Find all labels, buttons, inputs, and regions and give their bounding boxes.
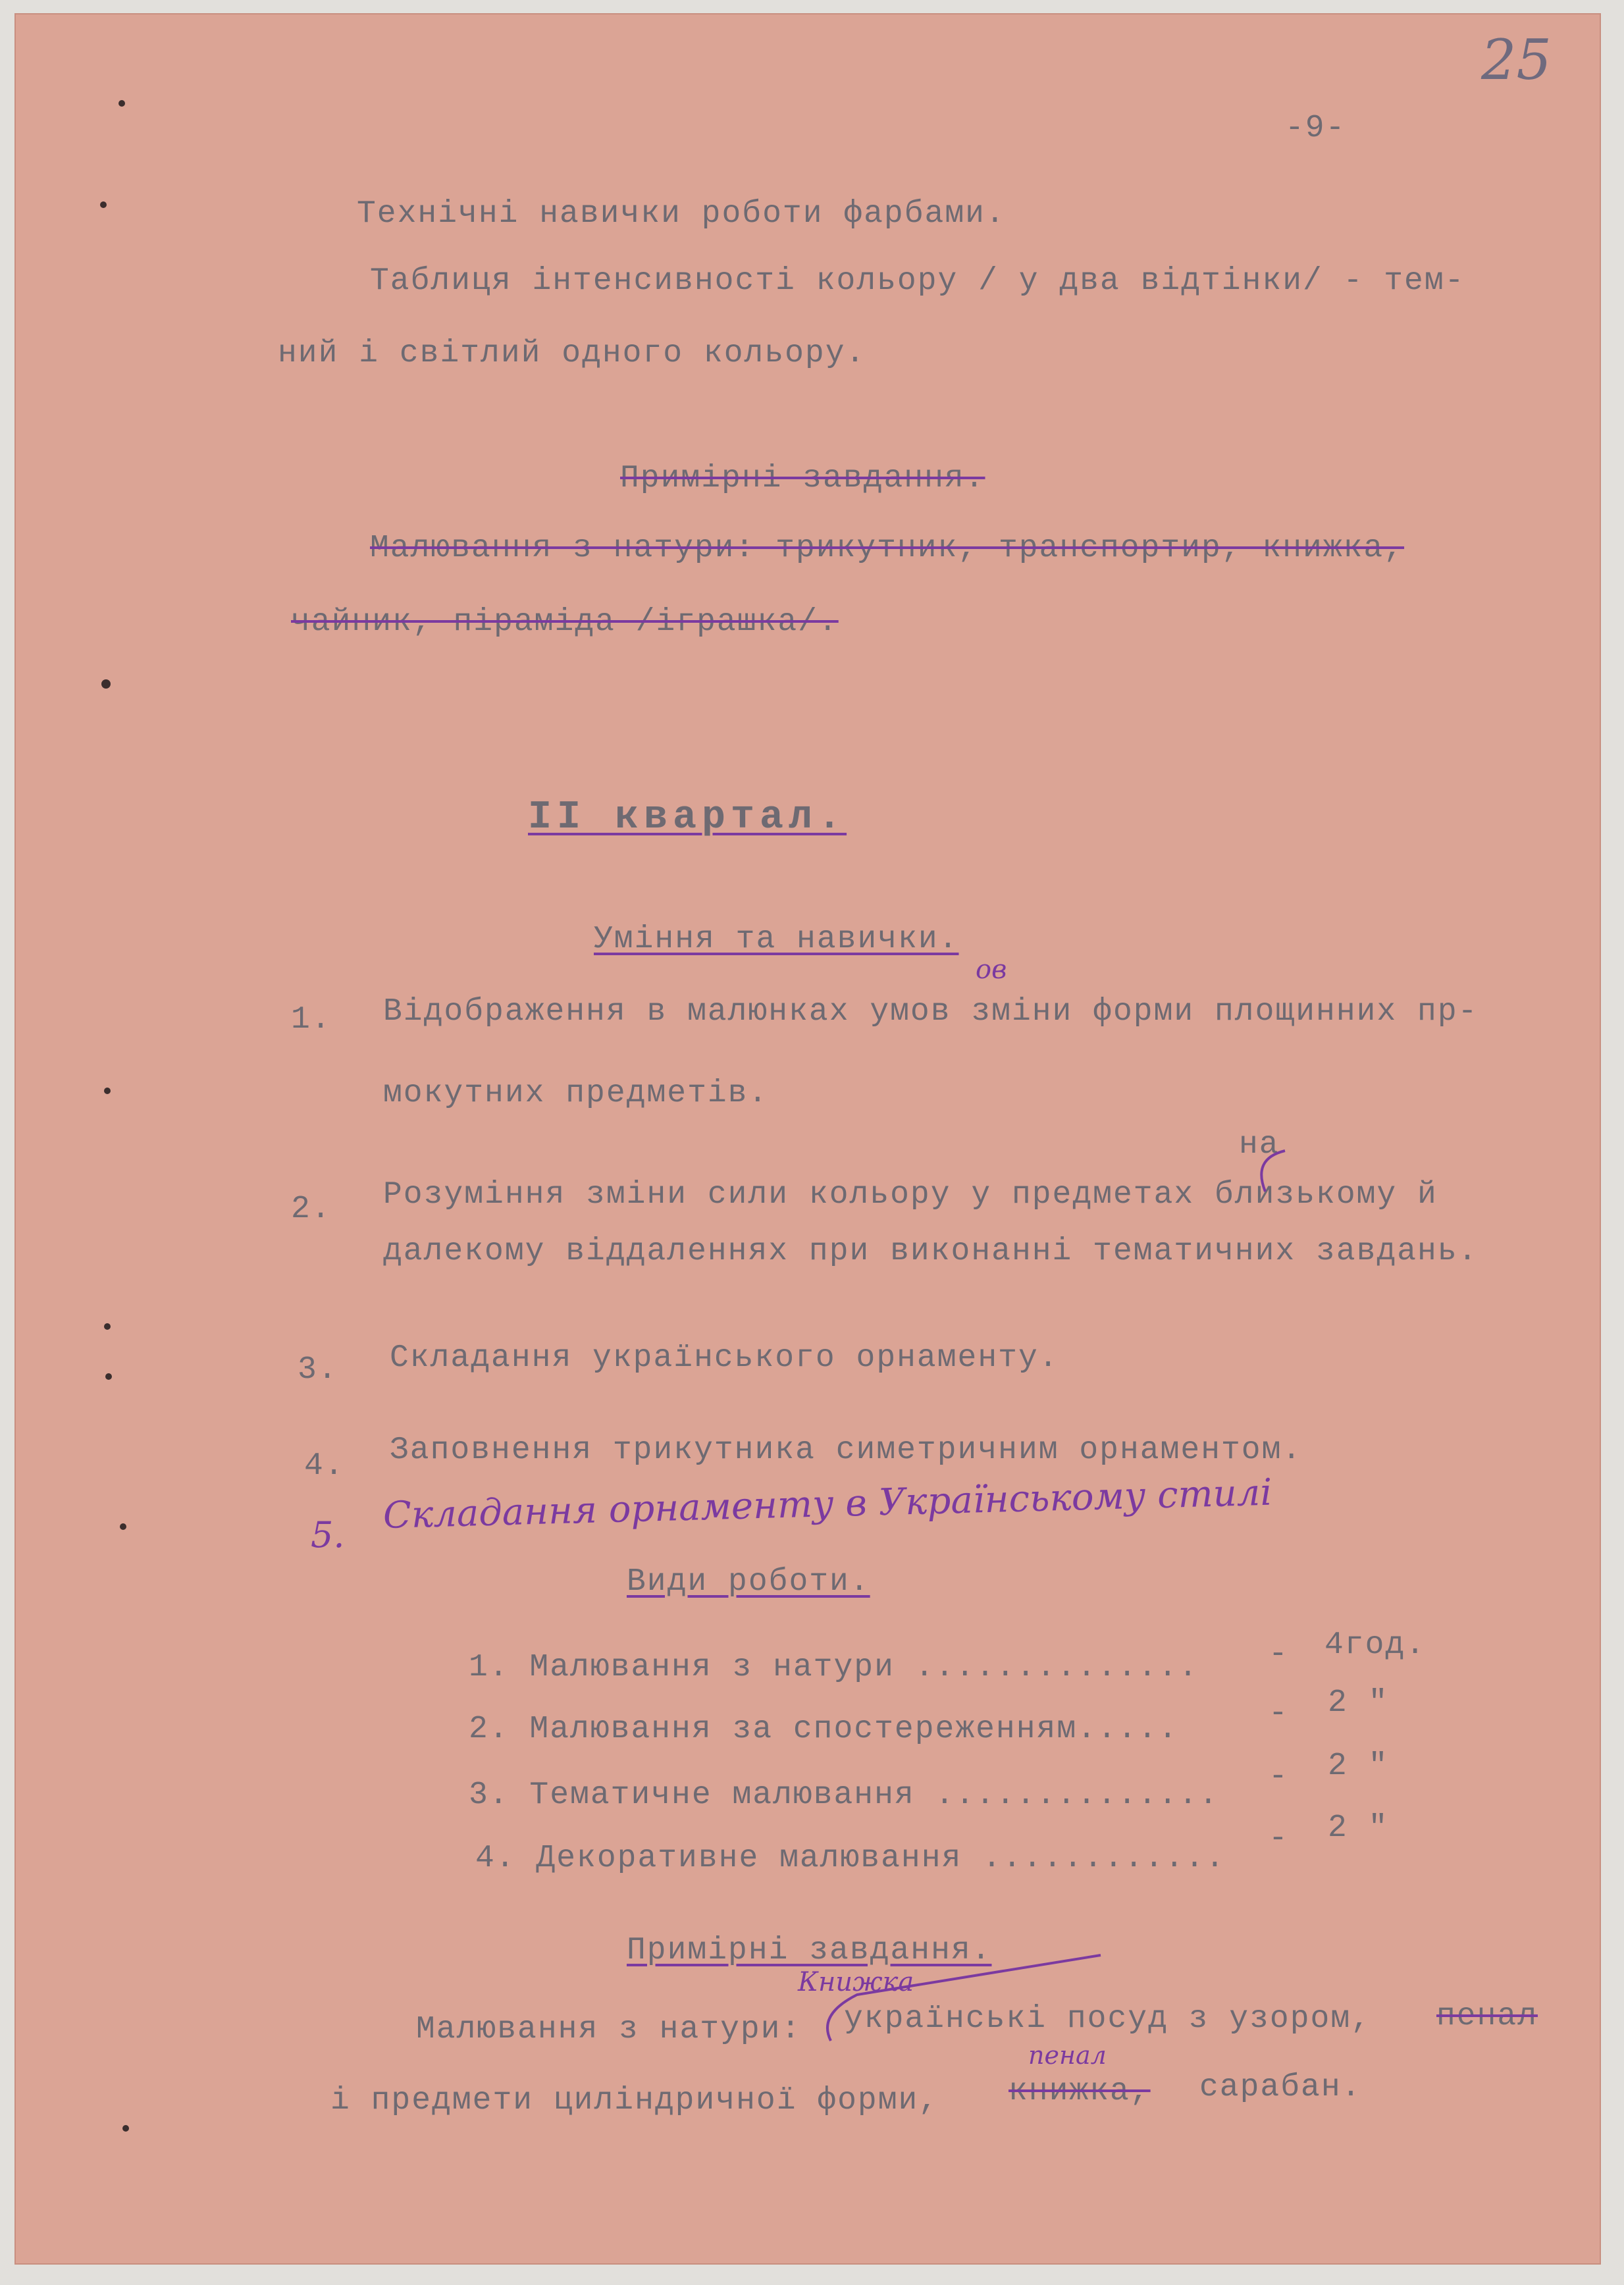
ink-annotations [14, 13, 1601, 2265]
page-number: -9- [1285, 111, 1346, 146]
section2-line-2b: сарабан. [1199, 2070, 1362, 2105]
document-page [14, 13, 1601, 2265]
skill-1-number: 1. [291, 1002, 332, 1037]
work-row-4-dash: - [1269, 1821, 1289, 1856]
work-row-3-label: 3. Тематичне малювання .............. [469, 1777, 1219, 1813]
section2-line-1-struck: пенал [1436, 1999, 1538, 2034]
work-row-4-value: 2 " [1328, 1810, 1389, 1846]
skill-2-line-2: далекому віддаленнях при виконанні тематичних завдань. [383, 1234, 1479, 1269]
work-row-1-label: 1. Малювання з натури .............. [469, 1650, 1199, 1685]
handwritten-item-text: Складання орнаменту в Українському стилі [382, 1471, 1273, 1537]
work-row-4-label: 4. Декоративне малювання ............ [475, 1841, 1226, 1876]
work-row-1-value: 4год. [1324, 1627, 1427, 1663]
insert-ov: ов [976, 955, 1007, 985]
insert-penal: пенал [1028, 2041, 1107, 2070]
section2-line-1a: Малювання з натури: [416, 2012, 802, 2047]
work-row-2-dash: - [1269, 1696, 1289, 1731]
skill-1-line-1: Відображення в малюнках умов зміни форми площинних пр- [383, 994, 1479, 1030]
work-row-3-dash: - [1269, 1759, 1289, 1795]
skill-3-line-1: Складання українського орнаменту. [390, 1340, 1059, 1376]
caret-mark-na [1261, 1151, 1285, 1192]
skill-2-number: 2. [291, 1192, 332, 1227]
work-types-heading: Види роботи. [627, 1564, 870, 1600]
handwritten-item-number: 5. [311, 1514, 345, 1556]
skill-4-number: 4. [304, 1448, 345, 1484]
skill-2-line-1: Розуміння зміни сили кольору у предметах близькому й [383, 1177, 1438, 1213]
skill-3-number: 3. [298, 1352, 338, 1388]
folio-number: 25 [1481, 28, 1552, 92]
section1-heading: Примірні завдання. [620, 461, 985, 496]
section2-heading: Примірні завдання. [627, 1933, 992, 1968]
section2-line-2-struck: книжка, [1008, 2074, 1151, 2109]
skill-4-line-1: Заповнення трикутника симетричним орнаментом. [390, 1432, 1303, 1468]
work-row-3-value: 2 " [1328, 1748, 1389, 1784]
intro-line-1: Технічні навички роботи фарбами. [357, 196, 1006, 232]
work-row-2-value: 2 " [1328, 1685, 1389, 1721]
intro-line-2: Таблиця інтенсивності кольору / у два відтінки/ - тем- [370, 263, 1465, 299]
insert-na: на [1239, 1127, 1280, 1163]
intro-line-3: ний і світлий одного кольору. [278, 336, 866, 371]
work-row-1-dash: - [1269, 1637, 1289, 1672]
section1-task-line-2: чайник, піраміда /іграшка/. [291, 604, 839, 640]
section2-line-2a: і предмети циліндричної форми, [330, 2083, 939, 2118]
caret-mark-knyzhka [827, 1955, 1101, 2041]
insert-knyzhka: Книжка [798, 1967, 914, 1997]
skill-1-line-2: мокутних предметів. [383, 1076, 769, 1111]
quarter-title: II квартал. [528, 795, 847, 840]
section2-line-1b: українські посуд з узором, [844, 2001, 1371, 2037]
work-row-2-label: 2. Малювання за спостереженням..... [469, 1712, 1179, 1747]
skills-heading: Уміння та навички. [594, 922, 959, 957]
section1-task-line-1: Малювання з натури: трикутник, транспортир, книжка, [370, 531, 1405, 566]
